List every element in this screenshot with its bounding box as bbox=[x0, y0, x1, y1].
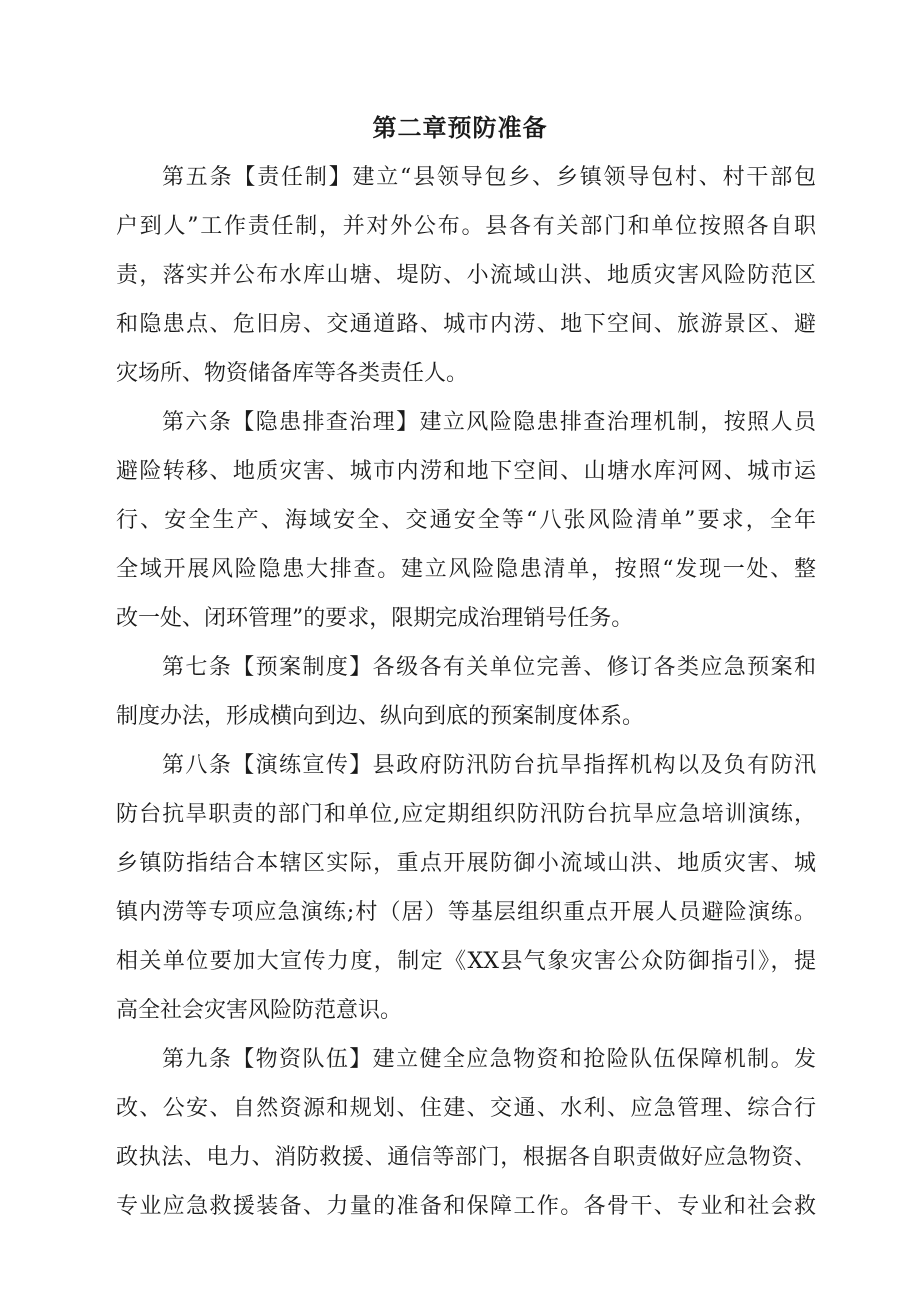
article-5-line-3: 责，落实并公布水库山塘、堤防、小流域山洪、地质灾害风险防范区 bbox=[116, 263, 816, 288]
article-9-line-4: 专业应急救援装备、力量的准备和保障工作。各骨干、专业和社会救 bbox=[116, 1194, 816, 1219]
article-9-line-3: 政执法、电力、消防救援、通信等部门，根据各自职责做好应急物资、 bbox=[116, 1145, 816, 1170]
article-7-line-1: 第七条【预案制度】各级各有关单位完善、修订各类应急预案和 bbox=[162, 655, 816, 680]
article-8-line-2: 防台抗旱职责的部门和单位,应定期组织防汛防台抗旱应急培训演练， bbox=[116, 802, 816, 827]
article-8-line-6: 高全社会灾害风险防范意识。 bbox=[116, 998, 403, 1023]
article-6-line-4: 全域开展风险隐患大排查。建立风险隐患清单，按照“发现一处、整 bbox=[116, 557, 816, 582]
article-6-line-3: 行、安全生产、海域安全、交通安全等“八张风险清单”要求，全年 bbox=[116, 508, 816, 533]
article-6-line-5: 改一处、闭环管理”的要求，限期完成治理销号任务。 bbox=[116, 606, 634, 631]
article-8-line-4: 镇内涝等专项应急演练;村（居）等基层组织重点开展人员避险演练。 bbox=[116, 900, 816, 925]
article-5-line-4: 和隐患点、危旧房、交通道路、城市内涝、地下空间、旅游景区、避 bbox=[116, 312, 816, 337]
article-9-line-1: 第九条【物资队伍】建立健全应急物资和抢险队伍保障机制。发 bbox=[162, 1047, 816, 1072]
article-8-line-3: 乡镇防指结合本辖区实际，重点开展防御小流域山洪、地质灾害、城 bbox=[116, 851, 816, 876]
article-6-line-2: 避险转移、地质灾害、城市内涝和地下空间、山塘水库河网、城市运 bbox=[116, 459, 816, 484]
article-7-line-2: 制度办法，形成横向到边、纵向到底的预案制度体系。 bbox=[116, 704, 645, 729]
article-8-line-5: 相关单位要加大宣传力度，制定《XX县气象灾害公众防御指引》，提 bbox=[116, 949, 816, 974]
article-5-line-5: 灾场所、物资储备库等各类责任人。 bbox=[116, 361, 469, 386]
chapter-title: 第二章预防准备 bbox=[372, 114, 548, 142]
article-8-line-1: 第八条【演练宣传】县政府防汛防台抗旱指挥机构以及负有防汛 bbox=[162, 753, 816, 778]
article-6-line-1: 第六条【隐患排查治理】建立风险隐患排查治理机制，按照人员 bbox=[162, 410, 816, 435]
article-5-line-1: 第五条【责任制】建立“县领导包乡、乡镇领导包村、村干部包 bbox=[162, 165, 816, 190]
article-9-line-2: 改、公安、自然资源和规划、住建、交通、水利、应急管理、综合行 bbox=[116, 1096, 816, 1121]
article-5-line-2: 户到人”工作责任制，并对外公布。县各有关部门和单位按照各自职 bbox=[116, 214, 816, 239]
